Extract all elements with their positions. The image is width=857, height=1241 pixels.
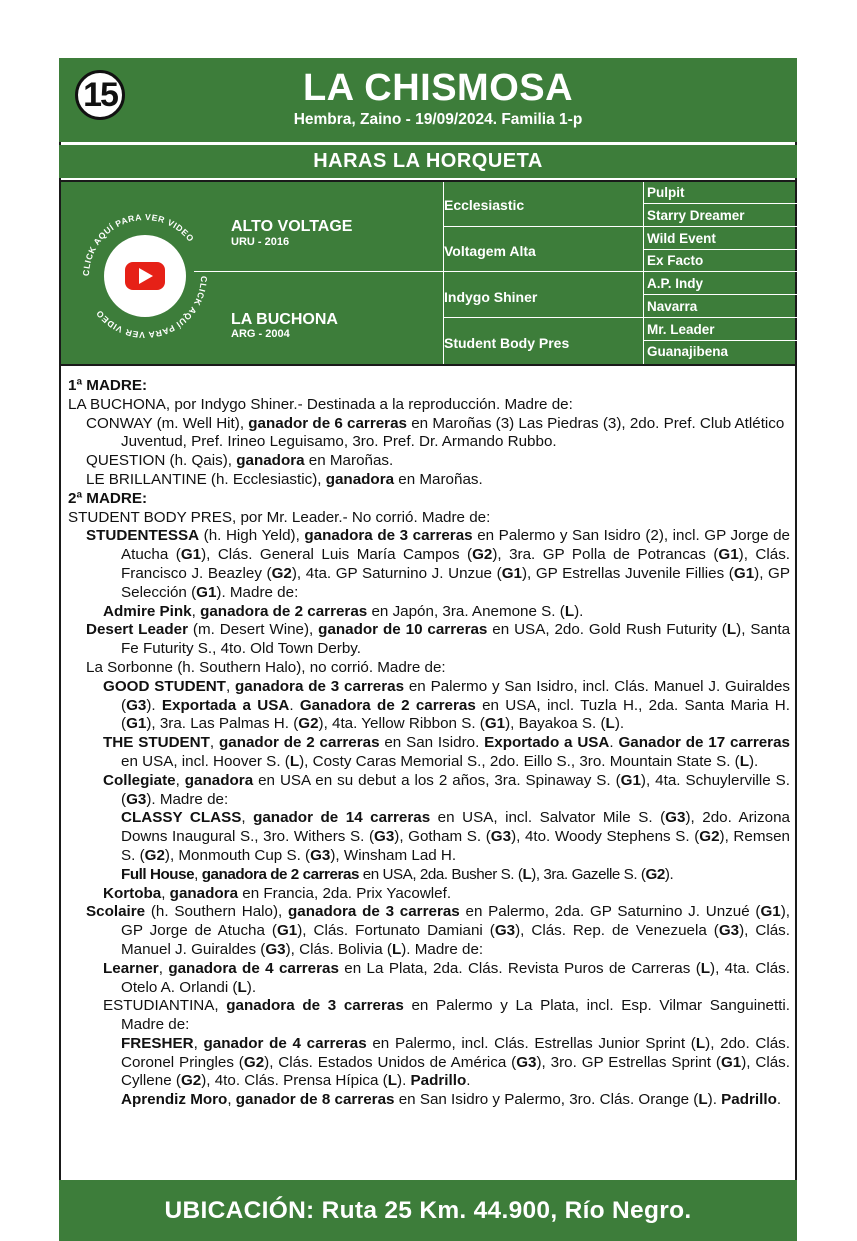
list-item: CONWAY (m. Well Hit), ganador de 6 carreras en Maroñas (3) Las Piedras (3), 2do. Pref. Club Atlético Juventud, Pref. Irineo Leguisamo, 3ro. Pref. Dr. Armando Rubbo.	[86, 414, 785, 451]
list-item: CLASSY CLASS, ganador de 14 carreras en USA, incl. Salvator Mile S. (G3), 2do. Arizona Downs Inaugural S., 3ro. Withers S. (G3), Gotham S. (G3), 4to. Woody Stephens S. (G2), Remsen S. (G2), Monmouth Cup S. (G3), Winsham Lad H.	[121, 809, 790, 864]
list-item: Kortoba, ganadora en Francia, 2da. Prix Yacowlef.	[103, 884, 452, 902]
header-banner	[59, 58, 797, 142]
list-item: Admire Pink, ganadora de 2 carreras en Japón, 3ra. Anemone S. (L).	[103, 602, 584, 620]
great-grandparent-5: A.P. Indy	[647, 276, 704, 291]
location-footer: UBICACIÓN: Ruta 25 Km. 44.900, Río Negro.	[59, 1180, 797, 1241]
list-item: QUESTION (h. Qais), ganadora en Maroñas.	[86, 452, 394, 470]
grandparent-2: Voltagem Alta	[444, 243, 536, 259]
sire-name: ALTO VOLTAGE	[231, 218, 353, 235]
produce-record	[68, 377, 790, 1110]
list-item: Desert Leader (m. Desert Wine), ganador de 10 carreras en USA, 2do. Gold Rush Futurity (L), Santa Fe Futurity S., 4to. Old Town Derby.	[86, 621, 791, 658]
list-item: LE BRILLANTINE (h. Ecclesiastic), ganadora en Maroñas.	[86, 470, 483, 488]
dam-name: LA BUCHONA	[231, 311, 338, 328]
svg-text:CLICK AQUÍ PARA VER VIDEO: CLICK AQUÍ PARA VER VIDEO	[93, 275, 210, 341]
breeder-banner: HARAS LA HORQUETA	[59, 145, 797, 178]
grandparent-1: Ecclesiastic	[444, 197, 525, 213]
great-grandparent-8: Guanajibena	[647, 344, 729, 359]
pedigree-table	[59, 180, 797, 366]
great-grandparent-1: Pulpit	[647, 185, 685, 200]
great-grandparent-3: Wild Event	[647, 231, 716, 246]
horse-name: LA CHISMOSA	[302, 67, 574, 109]
svg-text:CLICK AQUÍ PARA VER VIDEO: CLICK AQUÍ PARA VER VIDEO	[80, 211, 197, 277]
second-dam-intro: STUDENT BODY PRES, por Mr. Leader.- No corrió. Madre de:	[68, 508, 491, 526]
list-item: Aprendiz Moro, ganador de 8 carreras en San Isidro y Palermo, 3ro. Clás. Orange (L). Padrillo.	[121, 1091, 782, 1109]
dam-origin: ARG - 2004	[231, 328, 290, 340]
video-link[interactable]	[75, 206, 215, 346]
first-dam-intro: LA BUCHONA, por Indygo Shiner.- Destinada a la reproducción. Madre de:	[68, 395, 573, 413]
video-badge-ring	[75, 206, 215, 346]
youtube-play-icon[interactable]	[125, 262, 165, 290]
list-item: Learner, ganadora de 4 carreras en La Plata, 2da. Clás. Revista Puros de Carreras (L), 4ta. Clás. Otelo A. Orlandi (L).	[103, 959, 790, 996]
list-item: STUDENTESSA (h. High Yeld), ganadora de 3 carreras en Palermo y San Isidro (2), incl. GP Jorge de Atucha (G1), Clás. General Luis María Campos (G2), 3ra. GP Polla de Potrancas (G1), Clás. Francisco J. Beazley (G2), 4ta. GP Saturnino J. Unzue (G1), GP Estrellas Juvenile Fillies (G1), GP Selección (G1). Madre de:	[86, 527, 791, 601]
list-item: ESTUDIANTINA, ganadora de 3 carreras en Palermo y La Plata, incl. Esp. Vilmar Sanguinetti. Madre de:	[103, 997, 790, 1034]
grandparent-4: Student Body Pres	[444, 335, 570, 351]
list-item: La Sorbonne (h. Southern Halo), no corrió. Madre de:	[86, 658, 446, 676]
list-item: Scolaire (h. Southern Halo), ganadora de 3 carreras en Palermo, 2da. GP Saturnino J. Unzué (G1), GP Jorge de Atucha (G1), Clás. Fortunato Damiani (G3), Clás. Rep. de Venezuela (G3), Clás. Manuel J. Guiraldes (G3), Clás. Bolivia (L). Madre de:	[86, 903, 790, 958]
great-grandparent-7: Mr. Leader	[647, 322, 715, 337]
second-dam-heading: 2ª MADRE:	[68, 489, 148, 507]
list-item: FRESHER, ganador de 4 carreras en Palermo, incl. Clás. Estrellas Junior Sprint (L), 2do. Clás. Coronel Pringles (G2), Clás. Estados Unidos de América (G3), 3ro. GP Estrellas Sprint (G1), Clás. Cyllene (G2), 4to. Clás. Prensa Hípica (L). Padrillo.	[121, 1034, 790, 1090]
great-grandparent-6: Navarra	[647, 299, 698, 314]
list-item: Collegiate, ganadora en USA en su debut a los 2 años, 3ra. Spinaway S. (G1), 4ta. Schuylerville S. (G3). Madre de:	[103, 771, 790, 808]
great-grandparent-4: Ex Facto	[647, 253, 704, 268]
list-item: THE STUDENT, ganador de 2 carreras en San Isidro. Exportado a USA. Ganador de 17 carreras en USA, incl. Hoover S. (L), Costy Caras Memorial S., 2do. Eillo S., 3ro. Mountain State S. (L).	[103, 734, 790, 770]
lot-number-badge: 15	[75, 70, 125, 120]
first-dam-heading: 1ª MADRE:	[68, 377, 148, 394]
list-item: Full House, ganadora de 2 carreras en USA, 2da. Busher S. (L), 3ra. Gazelle S. (G2).	[121, 865, 674, 883]
list-item: GOOD STUDENT, ganadora de 3 carreras en Palermo y San Isidro, incl. Clás. Manuel J. Guiraldes (G3). Exportada a USA. Ganadora de 2 carreras en USA, incl. Tuzla H., 2da. Santa Maria H. (G1), 3ra. Las Palmas H. (G2), 4ta. Yellow Ribbon S. (G1), Bayakoa S. (L).	[103, 677, 790, 733]
horse-details: Hembra, Zaino - 19/09/2024. Familia 1-p	[293, 111, 583, 128]
sire-origin: URU - 2016	[231, 236, 290, 248]
grandparent-3: Indygo Shiner	[444, 289, 538, 305]
great-grandparent-2: Starry Dreamer	[647, 208, 745, 223]
